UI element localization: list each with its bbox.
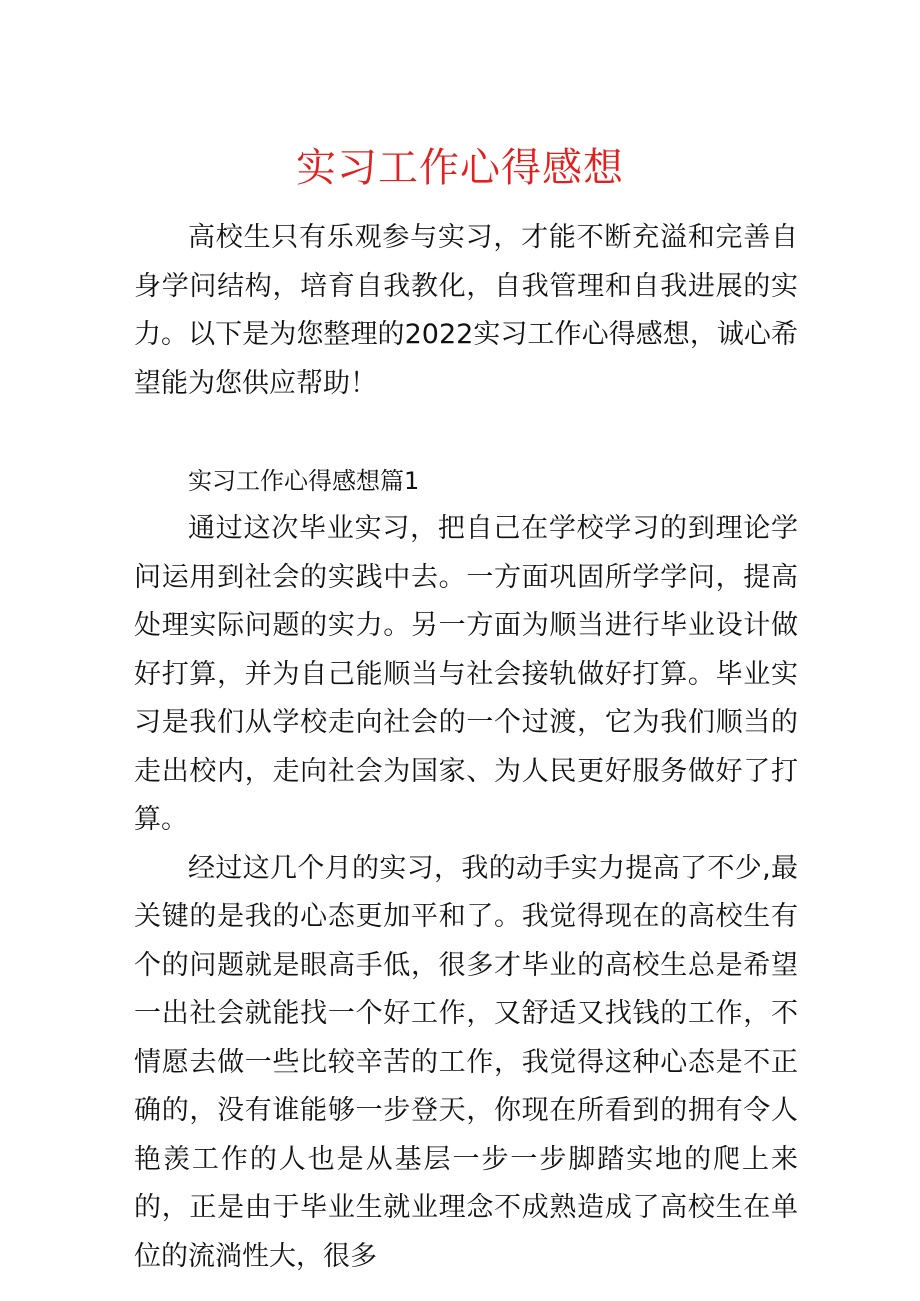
intro-paragraph: 高校生只有乐观参与实习，才能不断充溢和完善自身学问结构，培育自我教化，自我管理和自我进展的实力。以下是为您整理的2022实习工作心得感想，诚心希望能为您供应帮助！ (134, 222, 798, 399)
section-heading: 实习工作心得感想篇1 (188, 466, 420, 495)
document-title: 实习工作心得感想 (296, 145, 624, 191)
body-paragraph-1: 通过这次毕业实习，把自己在学校学习的到理论学问运用到社会的实践中去。一方面巩固所学学问，提高处理实际问题的实力。另一方面为顺当进行毕业设计做好打算，并为自己能顺当与社会接轨做好打算。毕业实习是我们从学校走向社会的一个过渡，它为我们顺当的走出校内，走向社会为国家、为人民更好服务做好了打算。 (134, 513, 798, 835)
document-body (134, 214, 798, 1281)
body-paragraph-2: 经过这几个月的实习，我的动手实力提高了不少,最关键的是我的心态更加平和了。我觉得现在的高校生有个的问题就是眼高手低，很多才毕业的高校生总是希望一出社会就能找一个好工作，又舒适又找钱的工作，不情愿去做一些比较辛苦的工作，我觉得这种心态是不正确的，没有谁能够一步登天，你现在所看到的拥有令人艳羡工作的人也是从基层一步一步脚踏实地的爬上来的，正是由于毕业生就业理念不成熟造成了高校生在单位的流淌性大，很多 (134, 852, 798, 1272)
